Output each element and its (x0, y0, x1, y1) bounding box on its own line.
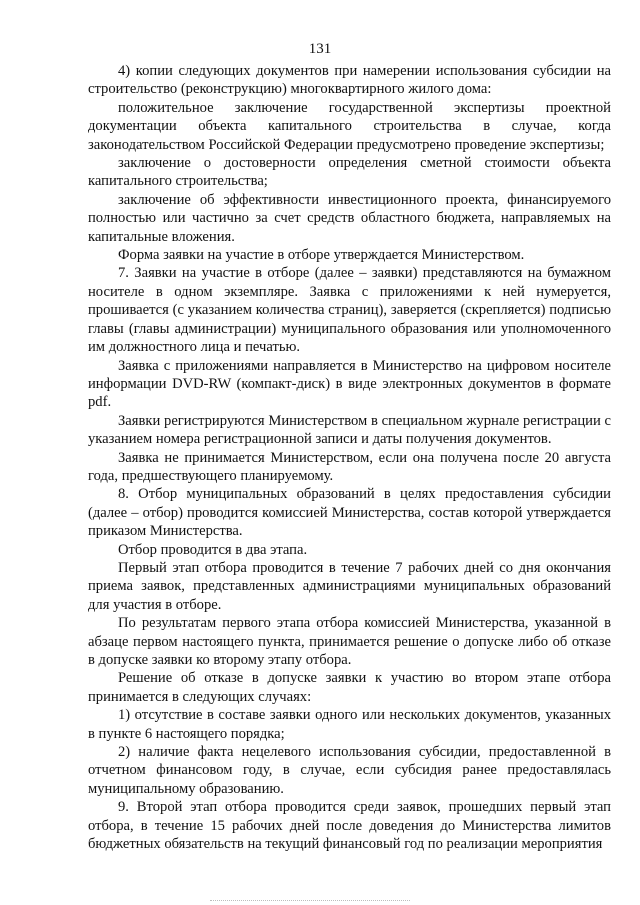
paragraph-9-second-stage: 9. Второй этап отбора проводится среди заявок, прошедших первый этап отбора, в течение 15 рабочих дней после доведения до Министерства лимитов бюджетных обязательств на текущий финансовый год по реализации мероприятия (88, 799, 611, 853)
paragraph-application-form: Форма заявки на участие в отборе утверждается Министерством. (118, 247, 525, 264)
document-body (88, 62, 611, 853)
paragraph-state-expertise: положительное заключение государственной экспертизы проектной документации объекта капитального строительства в случае, когда законодательством Российской Федерации предусмотрено проведение экспертизы; (88, 99, 611, 153)
page-number: 131 (308, 41, 332, 57)
paragraph-deadline: Заявка не принимается Министерством, если она получена после 20 августа года, предшествующего планируемому. (88, 449, 611, 484)
paragraph-7-paper-submission: 7. Заявки на участие в отборе (далее – заявки) представляются на бумажном носителе в одном экземпляре. Заявка с приложениями к ней нумеруется, прошивается (с указанием количества страниц), заверяется (скрепляется) подписью главы (главы администрации) муниципального образования или уполномоченного им должностного лица и печатью. (88, 265, 611, 356)
paragraph-first-stage-results: По результатам первого этапа отбора комиссией Министерства, указанной в абзаце первом настоящего пункта, принимается решение о допуске либо об отказе в допуске заявки ко второму этапу отбора. (88, 615, 611, 668)
paragraph-registration: Заявки регистрируются Министерством в специальном журнале регистрации с указанием номера регистрационной записи и даты получения документов. (88, 412, 611, 448)
paragraph-refusal-cases: Решение об отказе в допуске заявки к участию во втором этапе отбора принимается в следующих случаях: (88, 670, 611, 705)
paragraph-digital-submission: Заявка с приложениями направляется в Министерство на цифровом носителе информации DVD-RW (компакт-диск) в виде электронных документов в формате pdf. (88, 357, 611, 411)
paragraph-estimate-reliability: заключение о достоверности определения сметной стоимости объекта капитального строительства; (88, 155, 611, 190)
scan-artifact (210, 900, 410, 903)
paragraph-first-stage: Первый этап отбора проводится в течение 7 рабочих дней со дня окончания приема заявок, представленных администрациями муниципальных образований для участия в отборе. (88, 559, 611, 613)
paragraph-two-stages: Отбор проводится в два этапа. (118, 541, 308, 558)
paragraph-item-4-copies: 4) копии следующих документов при намерении использования субсидии на строительство (реконструкцию) многоквартирного жилого дома: (88, 63, 611, 98)
paragraph-refusal-case-2: 2) наличие факта нецелевого использования субсидии, предоставленной в отчетном финансовом году, в случае, если субсидия ранее предоставлялась муниципальному образованию. (88, 744, 611, 797)
paragraph-investment-efficiency: заключение об эффективности инвестиционного проекта, финансируемого полностью или частично за счет средств областного бюджета, направляемых на капитальные вложения. (88, 191, 611, 245)
paragraph-refusal-case-1: 1) отсутствие в составе заявки одного или нескольких документов, указанных в пункте 6 настоящего порядка; (88, 707, 611, 742)
paragraph-8-selection-commission: 8. Отбор муниципальных образований в целях предоставления субсидии (далее – отбор) проводится комиссией Министерства, состав которой утверждается приказом Министерства. (88, 486, 611, 540)
